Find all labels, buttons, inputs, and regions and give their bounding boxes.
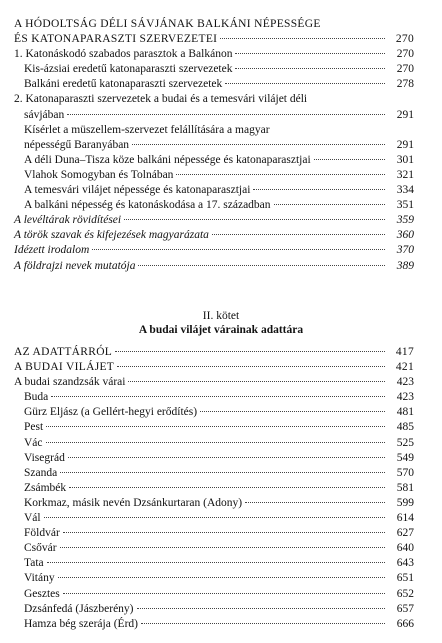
toc-entry-title: Vál [24,512,41,525]
toc-entry [14,481,414,496]
dot-leader [137,608,385,609]
toc-entry-page: 423 [396,376,414,389]
toc-entry-title: Visegrád [24,451,65,464]
toc-entry-title: Vitány [24,572,55,585]
dot-leader [92,249,385,250]
table-of-contents-volume-1 [14,17,414,274]
dot-leader [225,83,385,84]
dot-leader [200,411,385,412]
toc-entry-title: A déli Duna–Tisza köze balkáni népessége és katonaparasztjai [24,153,311,166]
toc-entry-title: népességű Baranyában [24,138,130,151]
toc-entry-page: 301 [396,153,414,166]
toc-entry-title: Vác [24,436,43,449]
toc-entry-title: Földvár [24,527,60,540]
toc-entry [14,541,414,556]
toc-entry-title: Idézett irodalom [14,244,90,257]
toc-entry-page: 481 [396,406,414,419]
toc-entry [14,183,414,198]
toc-entry-page: 640 [396,542,414,555]
toc-entry-page: 334 [396,184,414,197]
toc-entry-title: Gürz Eljász (a Gellért-hegyi erődítés) [24,406,198,419]
dot-leader [44,517,385,518]
toc-entry-page: 417 [395,346,414,358]
toc-entry [14,390,414,405]
toc-entry [14,587,414,602]
toc-entry-title: Tata [24,557,44,570]
toc-entry [14,47,414,62]
toc-entry-title: Csővár [24,542,57,555]
toc-entry-page: 651 [396,572,414,585]
toc-entry-title: Kísérlet a müszellem-szervezet felállítására a magyar [24,123,270,136]
toc-entry-page: 270 [396,48,414,61]
dot-leader [63,593,385,594]
dot-leader [212,234,385,235]
toc-entry-title: A földrajzi nevek mutatója [14,259,136,272]
dot-leader [117,366,385,367]
dot-leader [46,442,385,443]
toc-entry [14,617,414,632]
toc-entry-title: Zsámbék [24,481,67,494]
toc-entry-title: Szanda [24,466,58,479]
toc-entry [14,360,414,375]
toc-entry-title: Korkmaz, másik nevén Dzsánkurtaran (Adony) [24,496,243,509]
dot-leader [46,426,385,427]
dot-leader [176,174,385,175]
toc-entry-title: 2. Katonaparaszti szervezetek a budai és a temesvári vilájet déli [14,93,308,106]
toc-entry [14,153,414,168]
toc-entry-title: Dzsánfedá (Jászberény) [24,602,134,615]
toc-entry-page: 581 [396,481,414,494]
toc-entry-page: 485 [396,421,414,434]
toc-entry [14,17,414,32]
toc-entry [14,345,414,360]
toc-entry [14,436,414,451]
toc-entry [14,228,414,243]
toc-entry [14,602,414,617]
dot-leader [51,396,385,397]
dot-leader [220,38,385,39]
toc-entry-title: Hamza bég szerája (Érd) [24,617,138,630]
toc-entry-page: 370 [396,244,414,257]
toc-entry-page: 351 [396,199,414,212]
toc-entry [14,375,414,390]
toc-entry-title: Pest [24,421,44,434]
toc-entry-page: 599 [396,496,414,509]
toc-entry-page: 421 [395,361,414,374]
toc-entry [14,243,414,258]
toc-entry-title: A temesvári vilájet népessége és katonaparasztjai [24,184,251,197]
toc-entry-title: ÉS KATONAPARASZTI SZERVEZETEI [14,33,218,46]
toc-entry-title: Kis-ázsiai eredetű katonaparaszti szervezetek [24,63,233,76]
toc-entry-page: 666 [396,617,414,630]
toc-entry-title: A budai szandzsák várai [14,376,126,389]
toc-entry [14,451,414,466]
dot-leader [68,457,385,458]
toc-entry-title: A török szavak és kifejezések magyarázata [14,229,209,242]
toc-entry-page: 359 [396,214,414,227]
toc-entry-page: 389 [396,259,414,272]
dot-leader [128,381,385,382]
toc-entry [14,62,414,77]
toc-entry-title: Buda [24,391,49,404]
toc-entry-page: 270 [396,63,414,76]
toc-entry-title: Gesztes [24,587,60,600]
toc-entry-page: 278 [396,78,414,91]
toc-entry [14,496,414,511]
dot-leader [63,532,385,533]
toc-entry-title: Balkáni eredetű katonaparaszti szervezetek [24,78,223,91]
toc-entry [14,108,414,123]
toc-entry-page: 652 [396,587,414,600]
toc-entry-title: A BUDAI VILÁJET [14,361,115,374]
toc-entry-title: sávjában [24,108,65,121]
toc-entry-title: Vlahok Somogyban és Tolnában [24,168,174,181]
toc-entry-page: 627 [396,527,414,540]
toc-entry [14,511,414,526]
toc-entry-page: 291 [396,108,414,121]
toc-entry [14,77,414,92]
toc-entry [14,198,414,213]
toc-entry [14,526,414,541]
toc-entry-title: A balkáni népesség és katonáskodása a 17. században [24,199,271,212]
toc-entry [14,138,414,153]
volume-number: II. kötet [202,310,240,322]
toc-entry [14,556,414,571]
toc-entry-title: A levéltárak rövidítései [14,214,122,227]
toc-entry [14,571,414,586]
dot-leader [60,547,385,548]
dot-leader [69,487,385,488]
dot-leader [124,219,385,220]
toc-entry-page: 570 [396,466,414,479]
dot-leader [245,502,385,503]
dot-leader [58,577,385,578]
toc-entry [14,32,414,47]
dot-leader [314,159,385,160]
toc-entry-page: 321 [396,168,414,181]
toc-entry [14,92,414,107]
toc-entry [14,420,414,435]
volume-subtitle: A budai vilájet várainak adattára [138,324,304,336]
dot-leader [67,114,385,115]
dot-leader [253,189,385,190]
toc-entry-page: 360 [396,229,414,242]
toc-entry [14,466,414,481]
table-of-contents-volume-2 [14,345,414,632]
toc-entry-page: 549 [396,451,414,464]
dot-leader [235,53,385,54]
toc-entry-page: 525 [396,436,414,449]
dot-leader [141,623,385,624]
toc-entry [14,213,414,228]
toc-entry-title: AZ ADATTÁRRÓL [14,346,113,358]
toc-entry-title: 1. Katonáskodó szabados parasztok a Balkánon [14,48,233,61]
dot-leader [47,562,385,563]
toc-entry [14,259,414,274]
dot-leader [274,204,385,205]
toc-entry-page: 291 [396,138,414,151]
toc-entry-page: 270 [395,33,414,46]
toc-entry-title: A HÓDOLTSÁG DÉLI SÁVJÁNAK BALKÁNI NÉPESSÉGE [14,18,321,30]
dot-leader [60,472,385,473]
dot-leader [138,265,385,266]
toc-entry [14,168,414,183]
dot-leader [115,351,385,352]
dot-leader [132,144,385,145]
toc-entry-page: 423 [396,391,414,404]
toc-entry [14,405,414,420]
toc-entry [14,123,414,138]
toc-entry-page: 657 [396,602,414,615]
dot-leader [235,68,385,69]
toc-entry-page: 643 [396,557,414,570]
toc-entry-page: 614 [396,512,414,525]
